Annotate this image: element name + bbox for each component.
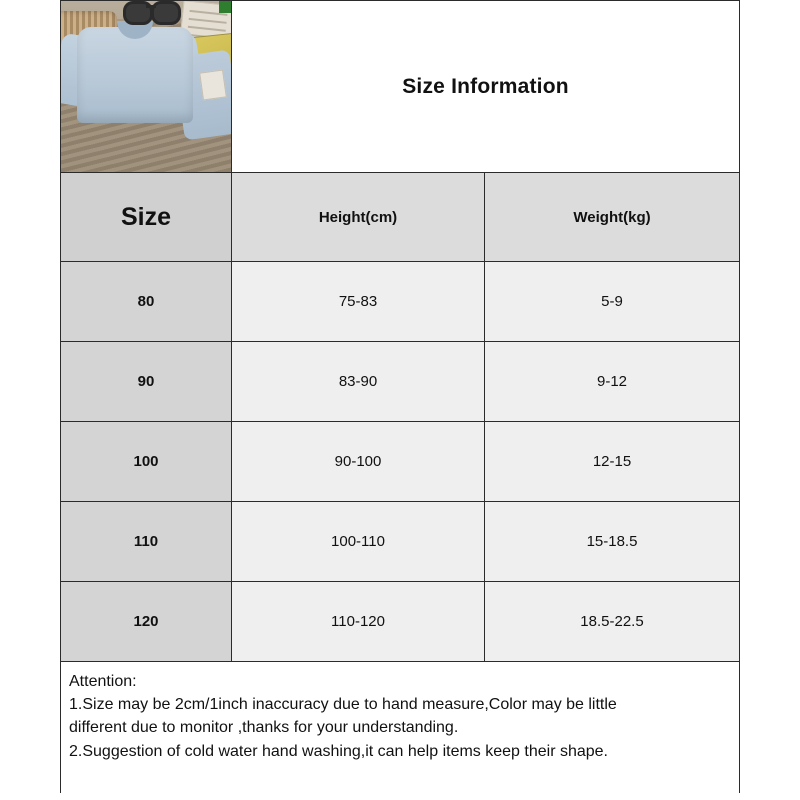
cell-size: 110 xyxy=(61,502,232,581)
attention-line-1: 1.Size may be 2cm/1inch inaccuracy due to hand measure,Color may be little xyxy=(69,696,617,714)
cell-size: 80 xyxy=(61,262,232,341)
cell-weight: 15-18.5 xyxy=(485,502,739,581)
cell-weight: 18.5-22.5 xyxy=(485,582,739,661)
attention-line-2: different due to monitor ,thanks for your understanding. xyxy=(69,719,459,737)
size-table xyxy=(61,173,739,662)
cell-height: 110-120 xyxy=(232,582,485,661)
table-header-row xyxy=(61,173,739,262)
cell-size: 120 xyxy=(61,582,232,661)
photo-hangtag xyxy=(199,69,227,100)
cell-height: 90-100 xyxy=(232,422,485,501)
cell-height: 100-110 xyxy=(232,502,485,581)
title-cell xyxy=(232,1,739,172)
product-photo xyxy=(61,1,232,172)
sunglasses-icon xyxy=(123,1,183,23)
attention-block xyxy=(61,662,739,800)
table-row xyxy=(61,262,739,342)
cell-weight: 12-15 xyxy=(485,422,739,501)
photo-corner-marker xyxy=(219,1,231,13)
cell-weight: 5-9 xyxy=(485,262,739,341)
chart-header-row xyxy=(61,1,739,173)
column-header-height: Height(cm) xyxy=(232,173,485,261)
table-row xyxy=(61,422,739,502)
cell-height: 83-90 xyxy=(232,342,485,421)
table-row xyxy=(61,582,739,662)
photo-sweater xyxy=(77,27,193,123)
column-header-size: Size xyxy=(61,173,232,261)
attention-heading: Attention: xyxy=(69,673,137,690)
cell-size: 90 xyxy=(61,342,232,421)
cell-height: 75-83 xyxy=(232,262,485,341)
column-header-weight: Weight(kg) xyxy=(485,173,739,261)
page-title: Size Information xyxy=(402,74,569,98)
size-chart-frame xyxy=(60,0,740,793)
table-row xyxy=(61,502,739,582)
attention-line-3: 2.Suggestion of cold water hand washing,it can help items keep their shape. xyxy=(69,742,608,760)
cell-weight: 9-12 xyxy=(485,342,739,421)
cell-size: 100 xyxy=(61,422,232,501)
table-row xyxy=(61,342,739,422)
